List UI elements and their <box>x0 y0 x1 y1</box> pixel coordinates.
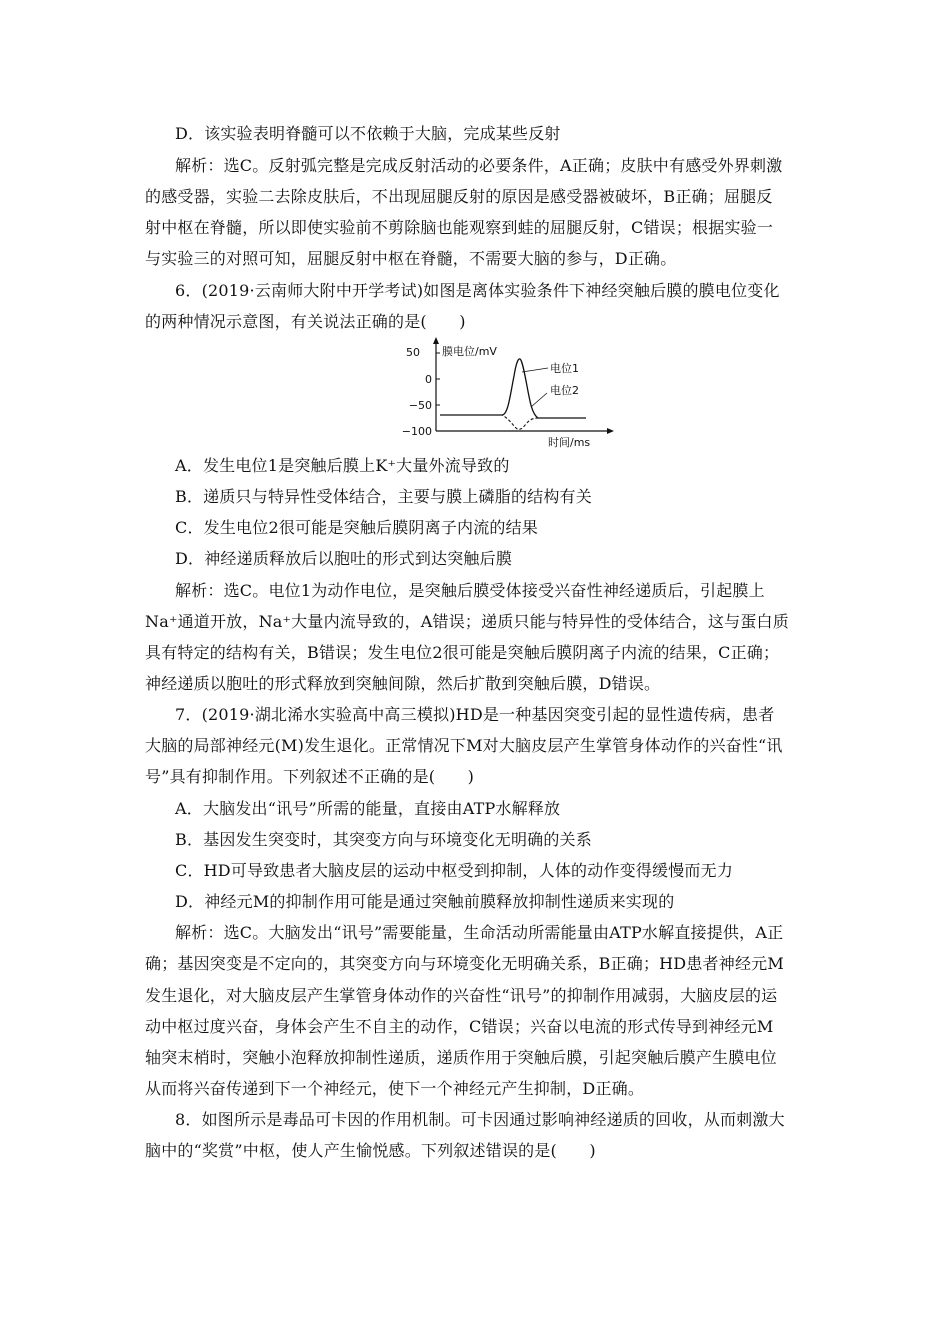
potential-2-pointer <box>531 393 547 407</box>
q7-option-c: C．HD可导致患者大脑皮层的运动中枢受到抑制，人体的动作变得缓慢而无力 <box>175 861 734 880</box>
q6-analysis-line: 神经递质以胞吐的形式释放到突触间隙，然后扩散到突触后膜，D错误。 <box>145 674 661 693</box>
q6-analysis-line: 解析：选C。电位1为动作电位，是突触后膜受体接受兴奋性神经递质后，引起膜上 <box>175 581 765 600</box>
q6-analysis-line: Na⁺通道开放，Na⁺大量内流导致的，A错误；递质只能与特异性的受体结合，这与蛋白质 <box>145 612 789 631</box>
potential-1-pointer <box>522 368 548 372</box>
q6-option-b: B．递质只与特异性受体结合，主要与膜上磷脂的结构有关 <box>175 487 592 506</box>
q7-analysis-line: 解析：选C。大脑发出“讯号”需要能量，生命活动所需能量由ATP水解直接提供，A正 <box>175 923 784 942</box>
q7-analysis-line: 发生退化，对大脑皮层产生掌管身体动作的兴奋性“讯号”的抑制作用减弱，大脑皮层的运 <box>145 986 778 1005</box>
q7-analysis-line: 从而将兴奋传递到下一个神经元，使下一个神经元产生抑制，D正确。 <box>145 1079 645 1098</box>
q7-stem: 号”具有抑制作用。下列叙述不正确的是( ) <box>145 767 475 786</box>
q5-analysis-line: 的感受器，实验二去除皮肤后，不出现屈腿反射的原因是感受器被破坏，B正确；屈腿反 <box>145 187 773 206</box>
q6-option-d: D．神经递质释放后以胞吐的形式到达突触后膜 <box>175 549 513 568</box>
q5-option-d: D．该实验表明脊髓可以不依赖于大脑，完成某些反射 <box>175 124 561 143</box>
q7-analysis-line: 动中枢过度兴奋，身体会产生不自主的动作，C错误；兴奋以电流的形式传导到神经元M <box>145 1017 774 1036</box>
q7-stem: 7．(2019·湖北浠水实验高中高三模拟)HD是一种基因突变引起的显性遗传病，患者 <box>175 705 775 724</box>
q5-analysis-line: 射中枢在脊髓，所以即使实验前不剪除脑也能观察到蛙的屈腿反射，C错误；根据实验一 <box>145 218 774 237</box>
q7-option-d: D．神经元M的抑制作用可能是通过突触前膜释放抑制性递质来实现的 <box>175 892 675 911</box>
y-axis-label: 膜电位/mV <box>442 345 497 358</box>
y-tick-label: 0 <box>425 373 432 386</box>
x-axis-arrow <box>607 428 614 434</box>
q5-analysis-line: 解析：选C。反射弧完整是完成反射活动的必要条件，A正确；皮肤中有感受外界刺激 <box>175 156 783 175</box>
q6-option-c: C．发生电位2很可能是突触后膜阴离子内流的结果 <box>175 518 539 537</box>
potential-2-label: 电位2 <box>550 384 579 397</box>
y-tick-label: −50 <box>408 399 432 412</box>
q7-option-a: A．大脑发出“讯号”所需的能量，直接由ATP水解释放 <box>175 799 561 818</box>
potential-1-label: 电位1 <box>550 362 579 375</box>
q6-stem: 的两种情况示意图，有关说法正确的是( ) <box>145 312 466 331</box>
q6-analysis-line: 具有特定的结构有关，B错误；发生电位2很可能是突触后膜阴离子内流的结果，C正确； <box>145 643 780 662</box>
potential-2-curve <box>440 415 538 429</box>
y-tick-label: 50 <box>406 346 420 359</box>
q7-analysis-line: 确；基因突变是不定向的，其突变方向与环境变化无明确关系，B正确；HD患者神经元M <box>145 954 784 973</box>
q7-stem: 大脑的局部神经元(M)发生退化。正常情况下M对大脑皮层产生掌管身体动作的兴奋性“讯 <box>145 736 783 755</box>
q7-analysis-line: 轴突末梢时，突触小泡释放抑制性递质，递质作用于突触后膜，引起突触后膜产生膜电位 <box>145 1048 777 1067</box>
q7-option-b: B．基因发生突变时，其突变方向与环境变化无明确的关系 <box>175 830 592 849</box>
membrane-potential-graph <box>398 336 618 448</box>
y-tick-label: −100 <box>401 425 432 438</box>
q5-analysis-line: 与实验三的对照可知，屈腿反射中枢在脊髓，不需要大脑的参与，D正确。 <box>145 249 677 268</box>
q6-option-a: A．发生电位1是突触后膜上K⁺大量外流导致的 <box>175 456 510 475</box>
y-axis-arrow <box>433 337 439 344</box>
q8-stem: 脑中的“奖赏”中枢，使人产生愉悦感。下列叙述错误的是( ) <box>145 1141 596 1160</box>
x-axis-label: 时间/ms <box>548 436 591 448</box>
q6-stem: 6．(2019·云南师大附中开学考试)如图是离体实验条件下神经突触后膜的膜电位变化 <box>175 281 780 300</box>
q8-stem: 8．如图所示是毒品可卡因的作用机制。可卡因通过影响神经递质的回收，从而刺激大 <box>175 1110 785 1129</box>
